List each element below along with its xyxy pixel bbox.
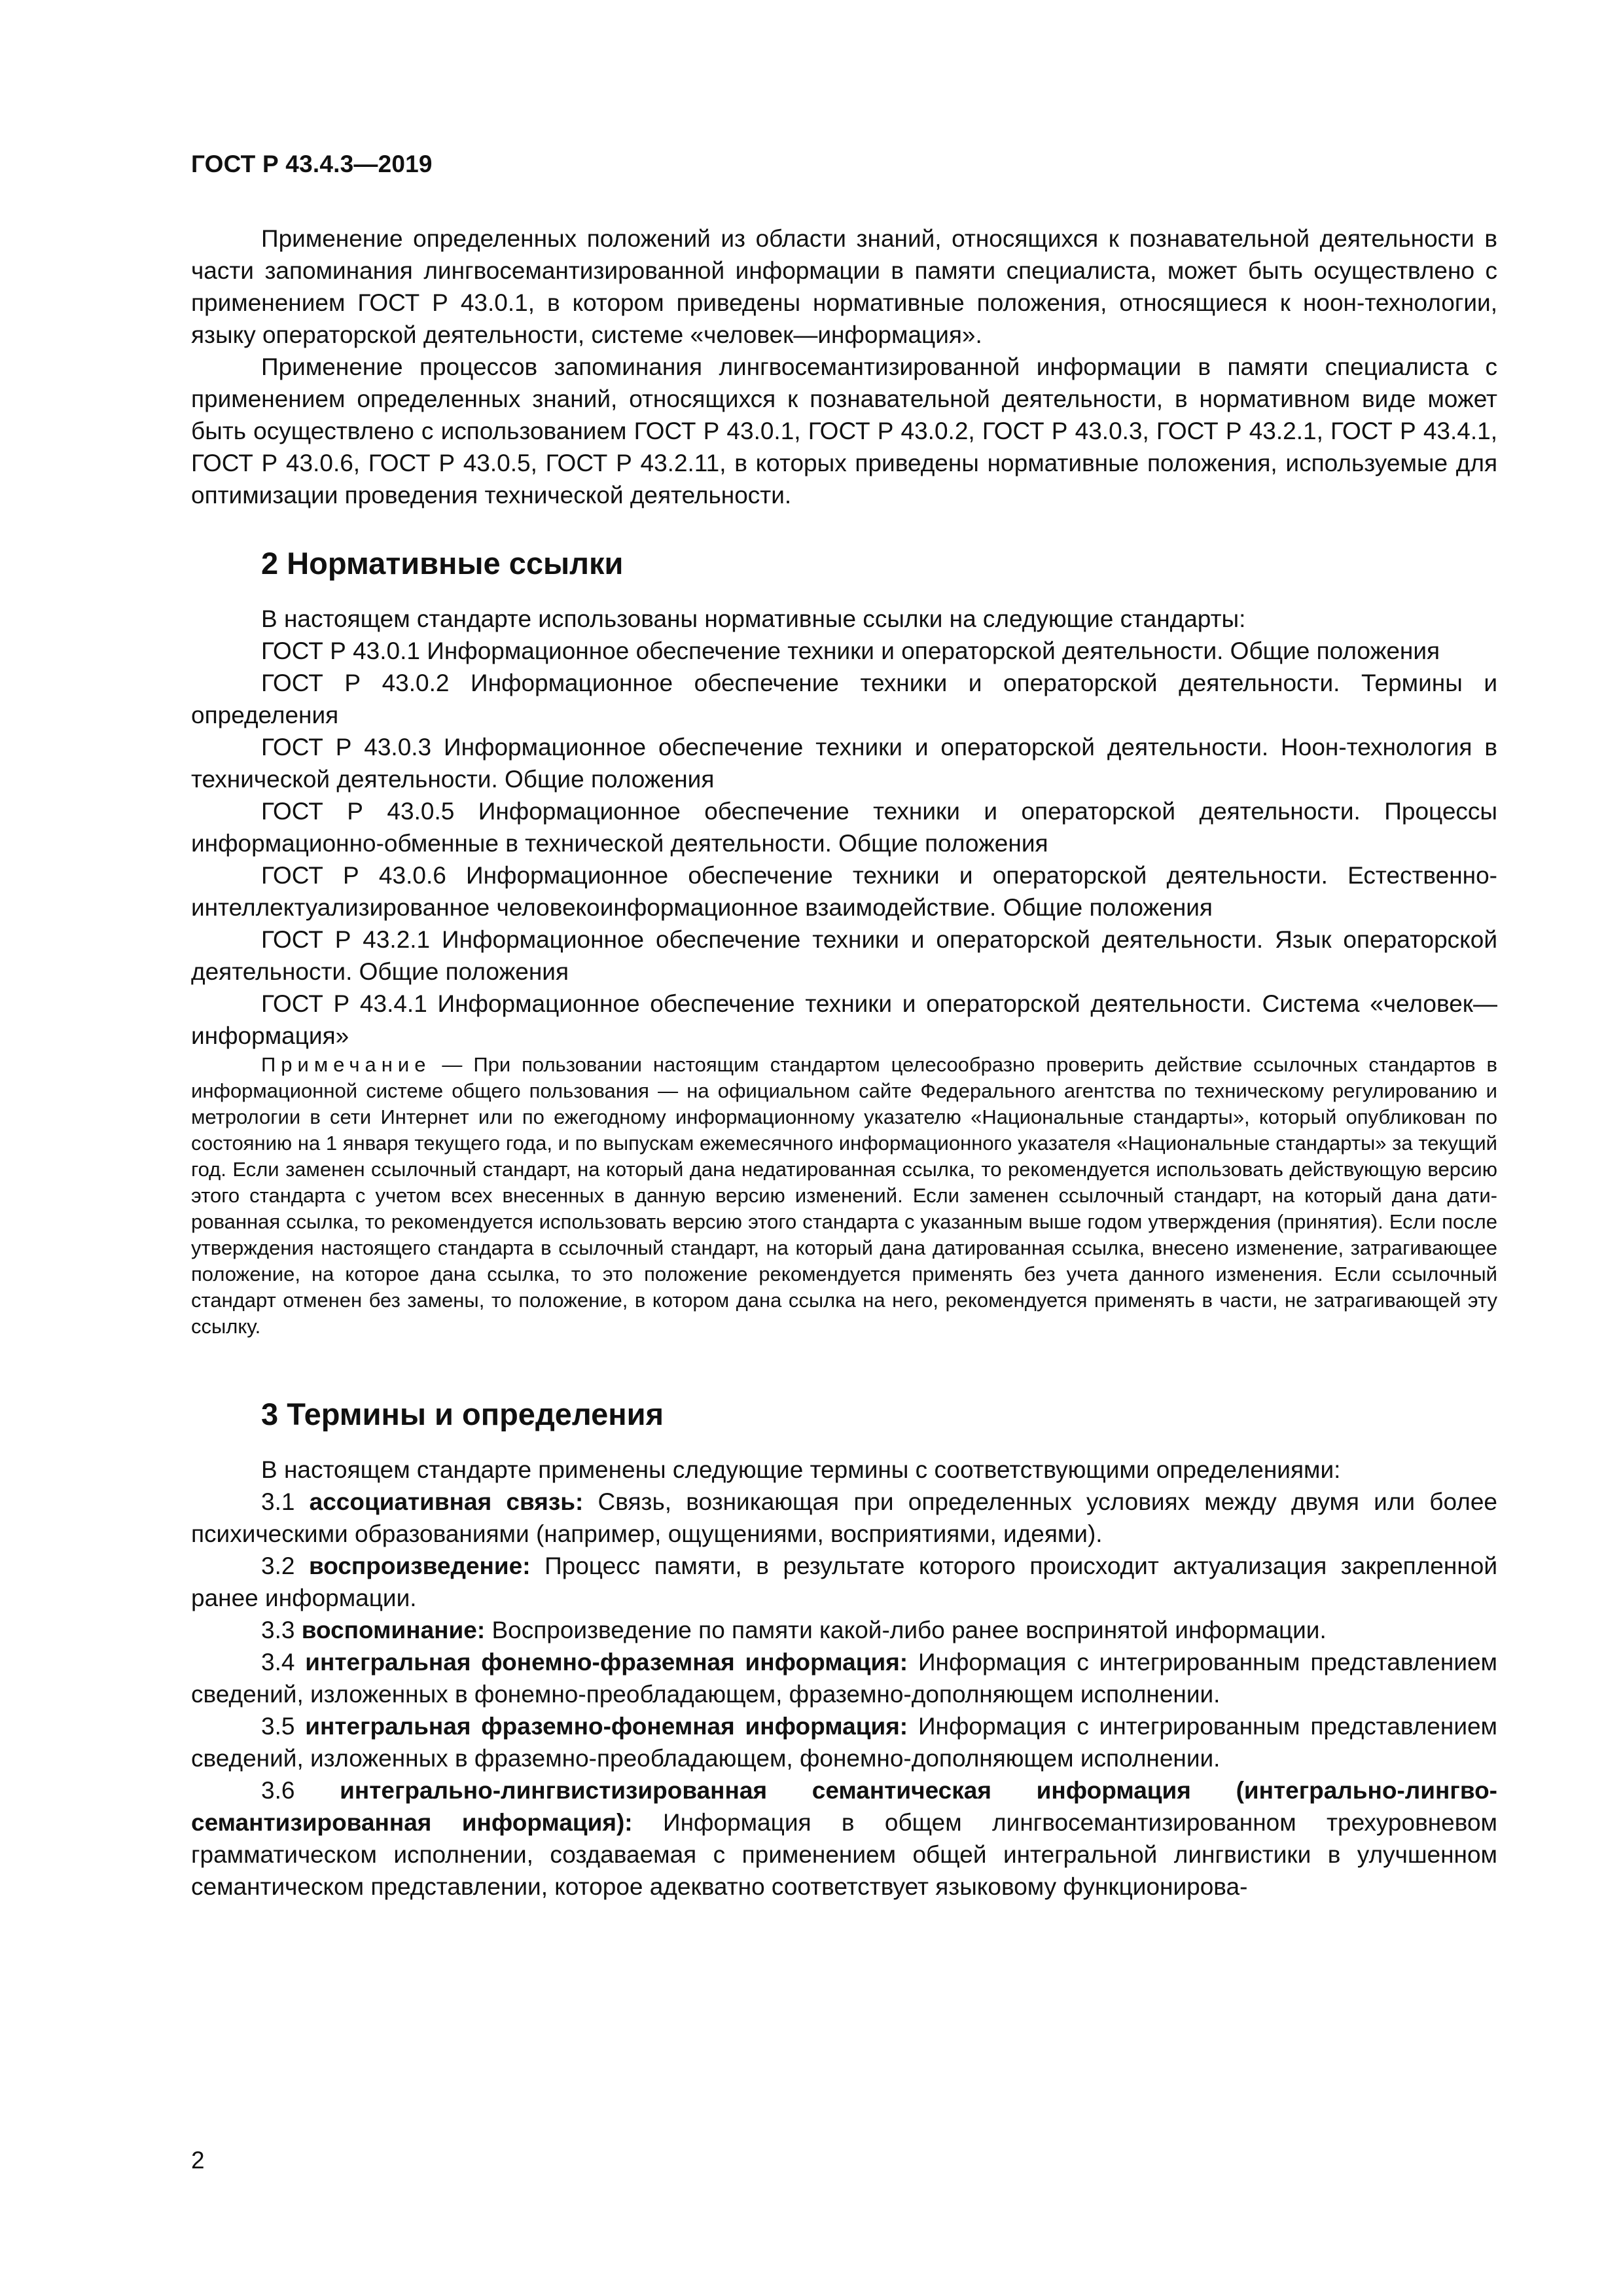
term-definition: Информация с интегрированным представлением сведений, изложенных в фонемно-преобладающем, фраземно-дополняющем исполнении. bbox=[191, 1649, 1497, 1708]
term-name: интегральная фраземно-фонемная информация: bbox=[305, 1713, 908, 1740]
section-2-lead: В настоящем стандарте использованы нормативные ссылки на следующие стандарты: bbox=[261, 605, 1246, 632]
term-number: 3.6 bbox=[261, 1777, 340, 1804]
note-label: Примечание bbox=[261, 1053, 431, 1076]
reference-item: ГОСТ Р 43.0.2 Информационное обеспечение техники и операторской деятельности. Термины и определения bbox=[191, 670, 1497, 728]
section-3-lead: В настоящем стандарте применены следующие термины с соответствующими определениями: bbox=[261, 1456, 1341, 1483]
reference-item: ГОСТ Р 43.4.1 Информационное обеспечение техники и операторской деятельности. Система «человек—информация» bbox=[191, 990, 1497, 1049]
section-2-heading: 2 Нормативные ссылки bbox=[261, 546, 624, 581]
term-definition: Воспроизведение по памяти какой-либо ранее воспринятой информации. bbox=[485, 1617, 1327, 1643]
note-text: — При пользовании настоящим стандартом целесообразно проверить действие ссылочных стандартов в информационной системе общего пользования — на официальном сайте Федерального агентства по техническому регулированию и метрологии в сети Интернет или по ежегодному информационному указателю «Национальные стандарты», который опубликован по состоянию на 1 января текущего года, и по выпускам ежемесячного информационного указателя «Национальные стандарты» за текущий год. Если заменен ссылочный стандарт, на который дана недатированная ссылка, то рекомендуется использовать действующую версию этого стандарта с учетом всех внесенных в данную версию изменений. Если заменен ссылочный стандарт, на который дана датированная ссылка, то рекомендуется использовать версию этого стандарта с указанным выше годом утверждения (принятия). Если после утверждения настоящего стандарта в ссылочный стандарт, на который дана датированная ссылка, внесено изменение, затрагивающее положение, на которое дана ссылка, то это положение рекомендуется применять без учета данного изменения. Если ссылочный стандарт отменен без замены, то положение, в котором дана ссылка на него, рекомендуется применять в части, не затрагивающей эту ссылку. bbox=[191, 1053, 1497, 1338]
reference-item: ГОСТ Р 43.0.6 Информационное обеспечение техники и операторской деятельности. Естественно-интеллектуализированное человекоинформационное взаимодействие. Общие положения bbox=[191, 862, 1497, 921]
section-3-heading: 3 Термины и определения bbox=[261, 1397, 664, 1431]
term-number: 3.2 bbox=[261, 1552, 309, 1579]
term-item bbox=[191, 1646, 1497, 1710]
reference-item: ГОСТ Р 43.0.3 Информационное обеспечение техники и операторской деятельности. Ноон-технология в технической деятельности. Общие положения bbox=[191, 734, 1497, 793]
term-item bbox=[191, 1774, 1497, 1903]
term-number: 3.1 bbox=[261, 1488, 310, 1515]
note-paragraph bbox=[191, 1052, 1497, 1340]
document-header: ГОСТ Р 43.4.3—2019 bbox=[191, 151, 433, 177]
term-definition: Информация с интегрированным представлением сведений, изложенных в фраземно-преобладающем, фонемно-дополняющем исполнении. bbox=[191, 1713, 1497, 1772]
term-item bbox=[191, 1614, 1497, 1646]
intro-paragraph-1: Применение определенных положений из области знаний, относящихся к познавательной деятельности в части запоминания лингвосемантизированной информации в памяти специалиста, может быть осуществлено с применением ГОСТ Р 43.0.1, в котором приведены нормативные положения, относящиеся к ноон-технологии, языку операторской деятельности, системе «человек—информация». bbox=[191, 225, 1497, 348]
page-number: 2 bbox=[191, 2147, 205, 2174]
term-name: интегральная фонемно-фраземная информация: bbox=[305, 1649, 908, 1676]
term-name: интегрально-лингвистизированная семантическая информация (интегрально-лингвосемантизированная информация): bbox=[191, 1777, 1497, 1836]
reference-item: ГОСТ Р 43.0.5 Информационное обеспечение техники и операторской деятельности. Процессы информационно-обменные в технической деятельности. Общие положения bbox=[191, 798, 1497, 857]
page-content bbox=[191, 223, 1497, 1903]
term-number: 3.5 bbox=[261, 1713, 306, 1740]
intro-paragraph-2: Применение процессов запоминания лингвосемантизированной информации в памяти специалиста с применением определенных знаний, относящихся к познавательной деятельности, в нормативном виде может быть осуществлено с использованием ГОСТ Р 43.0.1, ГОСТ Р 43.0.2, ГОСТ Р 43.0.3, ГОСТ Р 43.2.1, ГОСТ Р 43.4.1, ГОСТ Р 43.0.6, ГОСТ Р 43.0.5, ГОСТ Р 43.2.11, в которых приведены нормативные положения, используемые для оптимизации проведения технической деятельности. bbox=[191, 353, 1497, 509]
term-definition: Связь, возникающая при определенных условиях между двумя или более психическими образованиями (например, ощущениями, восприятиями, идеями). bbox=[191, 1488, 1497, 1547]
term-name: воспроизведение: bbox=[308, 1552, 531, 1579]
term-definition: Процесс памяти, в результате которого происходит актуализация закрепленной ранее информации. bbox=[191, 1552, 1497, 1611]
term-item bbox=[191, 1550, 1497, 1614]
term-number: 3.4 bbox=[261, 1649, 306, 1676]
term-item bbox=[191, 1486, 1497, 1550]
term-name: ассоциативная связь: bbox=[309, 1488, 584, 1515]
reference-item: ГОСТ Р 43.2.1 Информационное обеспечение техники и операторской деятельности. Язык операторской деятельности. Общие положения bbox=[191, 926, 1497, 985]
term-number: 3.3 bbox=[261, 1617, 302, 1643]
term-definition: Информация в общем лингвосемантизированном трехуровневом грамматическом исполнении, создаваемая с применением общей интегральной лингвистики в улучшенном семантическом представлении, которое адекватно соответствует языковому функционирова- bbox=[191, 1809, 1497, 1900]
term-item bbox=[191, 1710, 1497, 1774]
reference-item: ГОСТ Р 43.0.1 Информационное обеспечение техники и операторской деятельности. Общие положения bbox=[261, 637, 1440, 664]
term-name: воспоминание: bbox=[301, 1617, 486, 1643]
